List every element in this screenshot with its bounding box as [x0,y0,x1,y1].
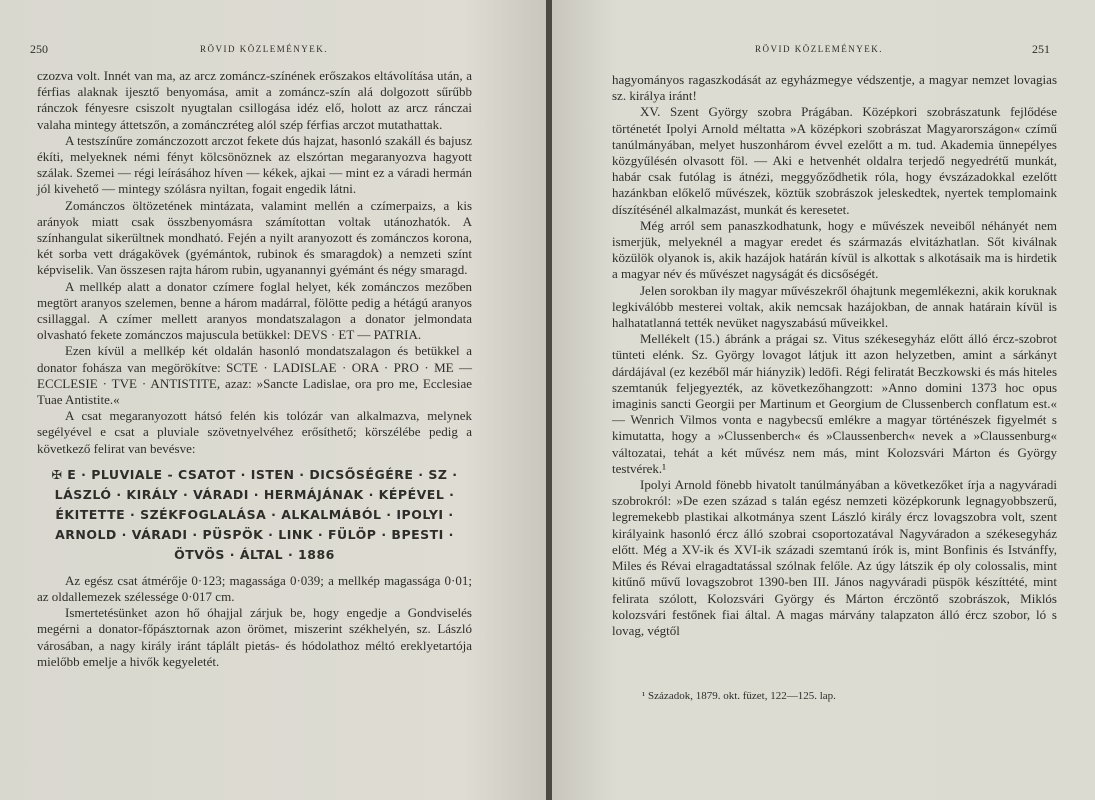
inscription-line: ✠ E · PLUVIALE - CSATOT · ISTEN · DICSŐSÉGÉRE · SZ · [51,466,458,482]
paragraph: Mellékelt (15.) ábránk a prágai sz. Vitus székesegyház előtt álló ércz-szobrot tünteti elénk. Sz. György lovagot látjuk itt azon helyzetben, amint a sárkányt dárdájával (ez kezéből már hiányzik) ledöfi. Régi feliratát Beczkowski és más hiteles szemtanúk feljegyezték, az következőhangzott: »Anno domini 1373 hoc opus imaginis sancti Georgii per Martinum et Georgium de Clussenberch conflatum est.« — Wenrich Vilmos vonta e nagybecsű emlékre a magyar történészek figyelmét s kimutatta, hogy a »Clussenberch« és »Claussenberch« nevek a »Claussenburg« változatai, tehát a két művész nem más, mint Kolozsvári Márton és György testvérek.¹ [612,331,1057,476]
inscription-block [37,465,472,565]
paragraph: A mellkép alatt a donator czímere foglal helyet, kék zománczos mezőben megtört aranyos szelemen, benne a három madárral, fölötte pedig a hétágú aranyos csillaggal. A czímer mellett aranyos mondatszalagon a donator jelmondata olvasható fekete zománczos majuscula betükkel: DEVS · ET — PATRIA. [37,278,472,343]
paragraph: A csat megaranyozott hátsó felén kis tolózár van alkalmazva, melynek segélyével e csat a pluviale szövetnyelvéhez erősíthető; körszélébe pedig a következő felirat van bevésve: [37,408,472,456]
left-page [0,0,546,800]
running-head-title: RÖVID KÖZLEMÉNYEK. [200,44,328,54]
right-page-body [612,72,1057,639]
paragraph: XV. Szent György szobra Prágában. Középkori szobrászatunk fejlődése történetét Ipolyi Arnold méltatta »A középkori szobrászat Magyarországon« czímű tanúlmányában, melyet huszonhárom évvel ezelőtt a m. tud. Akademia ünnepélyes közgyűlésén olvasott föl. — Aki e hetvenhét oldalra terjedő negyedrétű munkát, habár csak futólag is átnézi, meggyőződhetik róla, hogy évszázadokkal ezelőtt hazánkban előkelő művészek, köztük szobrászok jeleskedtek, nyertek templomaink díszítésénél alkalmazást, munkát és keresetet. [612,104,1057,217]
paragraph: Az egész csat átmérője 0·123; magassága 0·039; a mellkép magassága 0·01; az oldallemezek szélessége 0·017 cm. [37,572,472,605]
paragraph: Jelen sorokban ily magyar művészekről óhajtunk megemlékezni, akik koruknak legkiválóbb mesterei voltak, akik nemcsak hazájokban, de annak határain kívül is halhatatlanná tették nevüket nagyszabású műveikkel. [612,282,1057,331]
inscription-line: ARNOLD · VÁRADI · PÜSPÖK · LINK · FÜLÖP · BPESTI · [55,526,454,542]
inscription-line: ÖTVÖS · ÁLTAL · 1886 [174,546,335,562]
paragraph: Ipolyi Arnold fönebb hivatolt tanúlmányában a következőket írja a nagyváradi szobrokról: »De ezen század s talán egész nemzeti középkorunk legnagyobbszerű, legremekebb plastikai alkotmánya szent László király ércz lovagszobra volt, szent királyaink hasonló ércz álló szobrai csoportozatával Nagyváradon a székesegyház előtt. Még a XV-ik és XVI-ik századi szemtanú írók is, mint Bonfinis és Istvánffy, Miles és Révai elragadtatással szólnak felőle. Az úgy látszik ép oly colossalis, mint kitűnő művű lovagszobrot 1390-ben III. János nagyváradi püspök készíttété, mint felirata szólott, Kolozsvári György és Márton érczöntő szobrászok, Miklós kolozsvári festőnek fiai által. A magas márvány talapzaton álló ércz szobor, ló s lovag, végtől [612,477,1057,638]
footnote [642,690,836,702]
inscription-line: LÁSZLÓ · KIRÁLY · VÁRADI · HERMÁJÁNAK · KÉPÉVEL · [54,486,455,502]
footnote-text: ¹ Századok, 1879. okt. füzet, 122—125. lap. [642,690,836,702]
running-head-title: RÖVID KÖZLEMÉNYEK. [755,44,883,54]
page-number: 250 [30,42,48,56]
paragraph: Zománczos öltözetének mintázata, valamint mellén a czímerpaizs, a kis arányok miatt csak összbenyomásra számítottan voltak utánozhatók. A színhangulat sikerültnek mondható. Fején a nyilt aranyozott és zománczos korona, két sorba vett drágakövek (gyémántok, rubinok és smaragdok) a nemzeti színt képviselik. Van összesen rajta három rubin, ugyanannyi gyémánt és négy smaragd. [37,197,472,278]
page-number: 251 [1032,42,1050,56]
inscription-line: ÉKITETTE · SZÉKFOGLALÁSA · ALKALMÁBÓL · IPOLYI · [55,506,454,522]
paragraph: A testszínűre zománczozott arczot fekete dús hajzat, hasonló szakáll és bajusz ékíti, melyeknek némi fényt kölcsönöznek az elszórtan megaranyozva hagyott szálak. Szemei — régi leírásához híven — kékek, ajkai — mint ez a váradi hermán jól kivehető — mintegy szólásra nyiltan, fogait engedik látni. [37,132,472,197]
paragraph: Ismertetésünket azon hő óhajjal zárjuk be, hogy engedje a Gondviselés megérni a donator-főpásztornak azon örömet, miszerint székhelyén, sz. László városában, a nagy király iránt táplált pietás- és hódolathoz méltó ereklyetartója mielőbb emelje a hivők kegyeletét. [37,605,472,669]
paragraph: Még arról sem panaszkodhatunk, hogy e művészek neveiből néhányét nem ismerjük, melyeknél a magyar eredet és származás elvitázhatlan. Sőt kiválnak közülök olyanok is, akik hazájok határán kívül is alkottak s alkotásaik ma is hirdetik a magyar név és művészet nagyságát és dicsőségét. [612,217,1057,282]
paragraph: czozva volt. Innét van ma, az arcz zománcz-színének erőszakos eltávolítása után, a férfias alaknak ijesztő benyomása, amit a zománcz-szín alá dolgozott sűrűbb ránczok fényesre csiszolt nyugtalan csillogása idéz elő, holott az arcz ránczai valaha mintegy áttetszőn, a zománczréteg alól szép férfias arczot mutathattak. [37,68,472,132]
right-page [552,0,1095,800]
paragraph: hagyományos ragaszkodását az egyházmegye védszentje, a magyar nemzet lovagias sz. királya iránt! [612,72,1057,104]
left-page-body [37,68,472,670]
paragraph: Ezen kívül a mellkép két oldalán hasonló mondatszalagon és betükkel a donator fohásza van megörökítve: SCTE · LADISLAE · ORA · PRO · ME — ECCLESIE · TVE · ANTISTITE, azaz: »Sancte Ladislae, ora pro me, Ecclesiae Tuae Antistite.« [37,343,472,408]
